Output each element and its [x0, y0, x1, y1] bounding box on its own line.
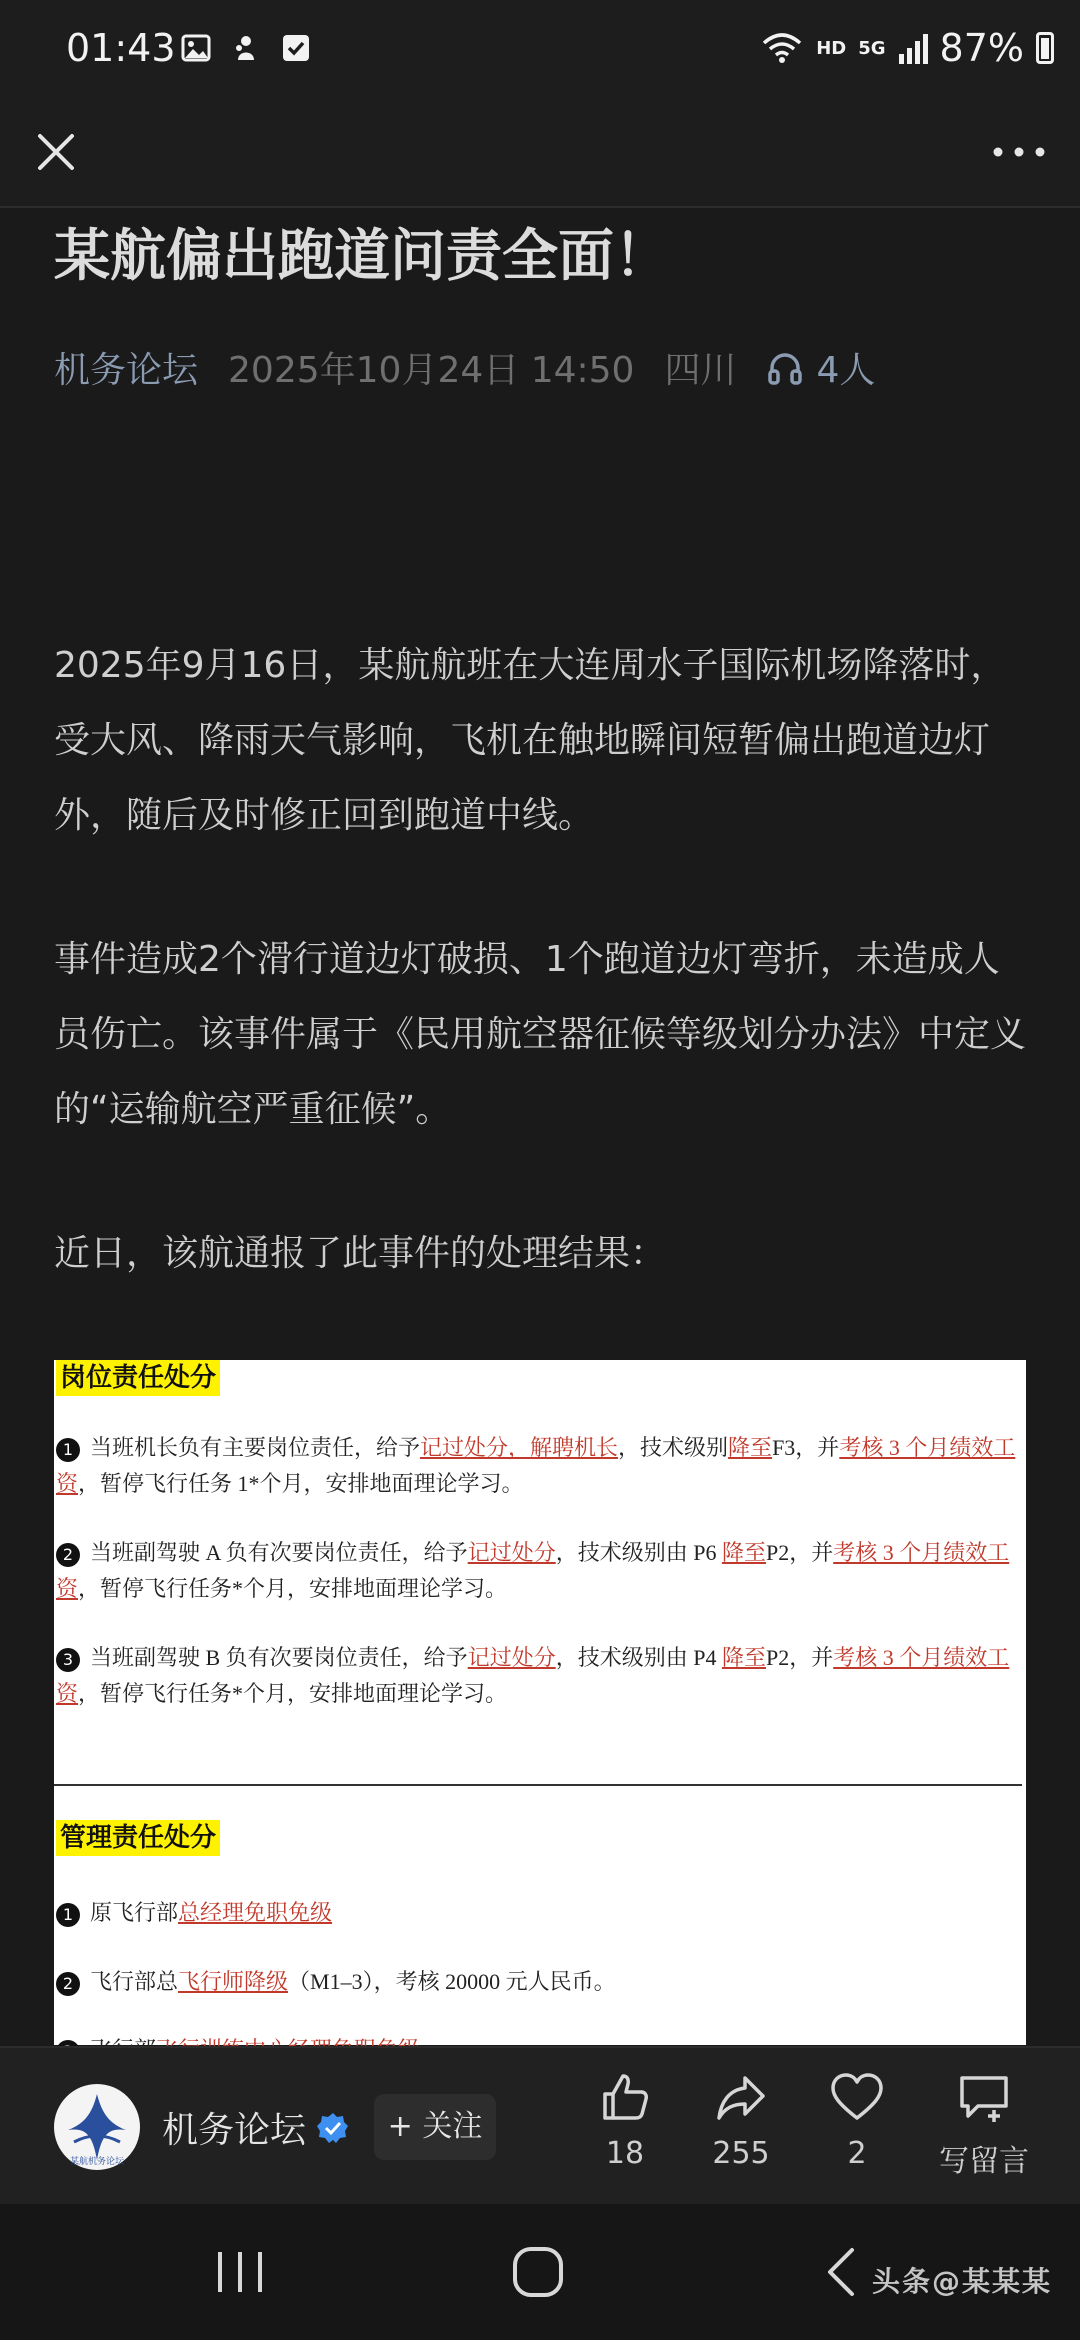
gallery-notification-icon [180, 32, 212, 64]
like-button[interactable] [570, 2070, 680, 2171]
doc-item: 2 飞行部总飞行师降级（M1–3），考核 20000 元人民币。 [56, 1964, 1022, 2000]
status-bar [0, 0, 1080, 100]
listen-button[interactable] [766, 342, 875, 393]
article-paragraph-3: 近日，该航通报了此事件的处理结果： [54, 1233, 667, 1274]
bottom-action-bar [0, 2046, 1080, 2204]
article-image-penalty-notice[interactable] [54, 1360, 1026, 2045]
doc-heading-post-responsibility: 岗位责任处分 [56, 1360, 220, 1396]
top-nav [0, 100, 1080, 208]
article-title: 某航偏出跑道问责全面！ [54, 224, 670, 289]
share-button[interactable] [686, 2070, 796, 2171]
signal-icon [898, 32, 928, 64]
follow-button[interactable]: + 关注 [374, 2094, 496, 2160]
headphones-icon [766, 349, 804, 387]
status-right [760, 26, 1054, 70]
notification-icons [180, 32, 312, 64]
verified-badge-icon [316, 2111, 350, 2145]
network-label: 5G [858, 37, 886, 59]
article-source[interactable]: 机务论坛 [54, 350, 199, 391]
article-datetime: 2025年10月24日 14:50 [228, 350, 635, 391]
thumbs-up-icon [597, 2070, 653, 2126]
comment-icon [956, 2070, 1012, 2126]
close-icon[interactable] [26, 122, 86, 182]
system-nav-bar [0, 2204, 1080, 2340]
comment-label: 写留言 [939, 2144, 1029, 2179]
home-icon[interactable] [510, 2244, 566, 2300]
wifi-icon [760, 31, 804, 65]
favorite-count: 2 [847, 2136, 867, 2171]
listener-count: 4人 [816, 350, 876, 391]
article-location: 四川 [664, 350, 737, 391]
author-name-row[interactable] [162, 2102, 350, 2153]
svg-text:某航机务论坛: 某航机务论坛 [69, 2157, 125, 2167]
share-count: 255 [712, 2136, 770, 2171]
heart-icon [829, 2070, 885, 2126]
article-paragraph-1: 2025年9月16日，某航航班在大连周水子国际机场降落时，受大风、降雨天气影响，飞机在触地瞬间短暂偏出跑道边灯外，随后及时修正回到跑道中线。 [54, 645, 1007, 836]
battery-percent: 87% [939, 26, 1024, 70]
more-options-icon[interactable] [984, 122, 1054, 182]
battery-icon [1036, 32, 1054, 64]
write-comment-button[interactable] [918, 2070, 1050, 2180]
author-name: 机务论坛 [162, 2110, 307, 2151]
article-paragraph-2: 事件造成2个滑行道边灯破损、1个跑道边灯弯折，未造成人员伤亡。该事件属于《民用航空器征候等级划分办法》中定义的“运输航空严重征候”。 [54, 939, 1027, 1130]
doc-divider [54, 1784, 1022, 1786]
forum-logo-icon [54, 2084, 140, 2170]
like-count: 18 [605, 2136, 645, 2171]
doc-item: 2 当班副驾驶 A 负有次要岗位责任，给予记过处分，技术级别由 P6 降至P2，并考核 3 个月绩效工资，暂停飞行任务*个月，安排地面理论学习。 [56, 1540, 1010, 1601]
author-avatar[interactable] [54, 2084, 140, 2170]
watermark: 头条@某某某 [871, 2265, 1052, 2298]
doc-item: 3 当班副驾驶 B 负有次要岗位责任，给予记过处分，技术级别由 P4 降至P2，并考核 3 个月绩效工资，暂停飞行任务*个月，安排地面理论学习。 [56, 1645, 1010, 1706]
article-meta [54, 342, 875, 393]
back-icon[interactable] [820, 2244, 860, 2300]
share-icon [713, 2070, 769, 2126]
hd-label: HD [816, 37, 847, 59]
app-notification-icon [230, 32, 262, 64]
checkbox-notification-icon [280, 32, 312, 64]
favorite-button[interactable] [802, 2070, 912, 2171]
doc-item: 1 原飞行部总经理免职免级 [56, 1895, 1022, 1931]
recent-apps-icon[interactable] [210, 2248, 270, 2296]
doc-item: 1 当班机长负有主要岗位责任，给予记过处分，解聘机长，技术级别降至F3，并考核 3 个月绩效工资，暂停飞行任务 1*个月，安排地面理论学习。 [56, 1435, 1016, 1496]
doc-heading-management-responsibility: 管理责任处分 [56, 1820, 220, 1856]
status-time: 01:43 [66, 26, 176, 70]
